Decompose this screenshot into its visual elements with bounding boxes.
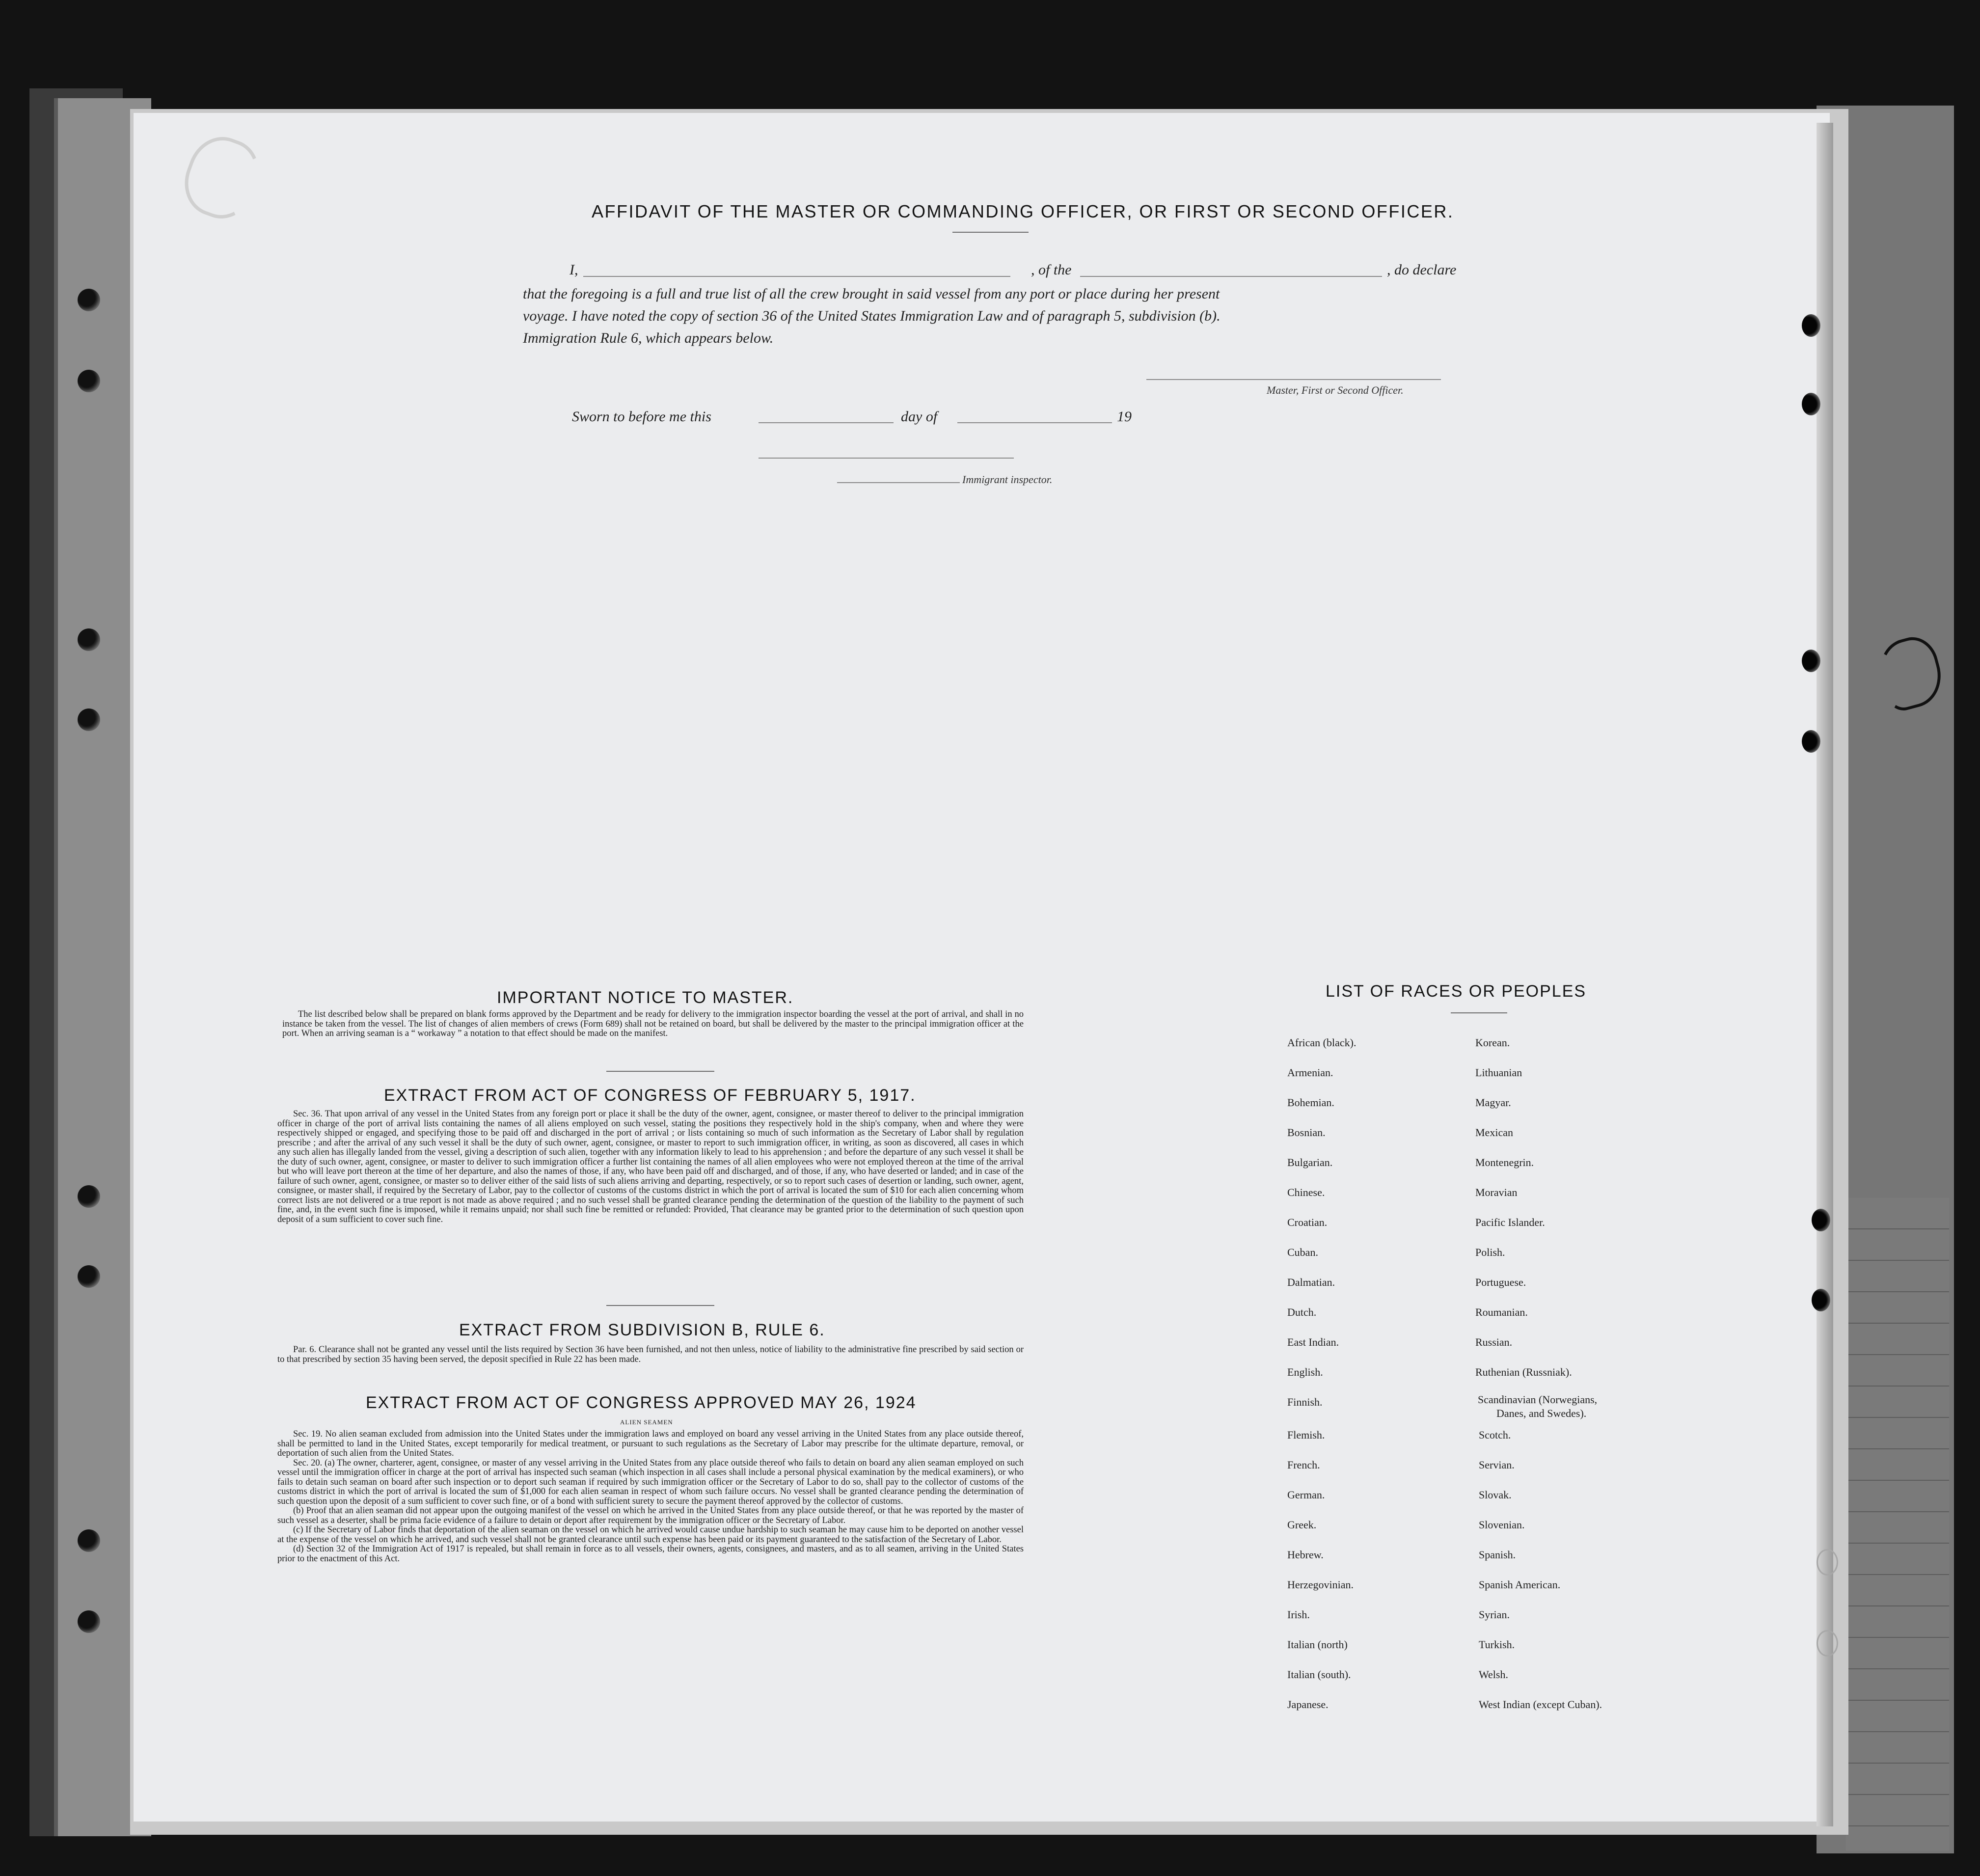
- sec19-paragraph: Sec. 19. No alien seaman excluded from admission into the United States under the immigration laws and employed on board any vessel arriving in the United States from any place outside thereof, shall be permitted to land in the United States, except temporarily for medical treatment, or pursuant to such regulations as the Secretary of Labor may prescribe for the ultimate departure, removal, or deportation of such alien from the United States.: [277, 1429, 1024, 1458]
- race-item-continuation: Danes, and Swedes).: [1496, 1407, 1587, 1419]
- race-item: Herzegovinian.: [1287, 1578, 1354, 1591]
- race-item: Korean.: [1475, 1036, 1510, 1049]
- binder-hole: [78, 1610, 100, 1633]
- sec20d-paragraph: (d) Section 32 of the Immigration Act of 1917 is repealed, but shall remain in force as to all vessels, their owners, agents, consignees, and masters, and as to all seamen, arriving in the United States prior to the enactment of this Act.: [277, 1544, 1024, 1564]
- alien-seamen-subtitle: ALIEN SEAMEN: [620, 1418, 673, 1426]
- sec20b-paragraph: (b) Proof that an alien seaman did not appear upon the outgoing manifest of the vessel on which he arrived in the United States from any place outside thereof, or that he was reported by the master of such vessel as a deserter, shall be prima facie evidence of a failure to detain or deport after requirement by the immigration officer or the Secretary of Labor.: [277, 1506, 1024, 1525]
- sworn-month-blank[interactable]: [957, 422, 1112, 423]
- race-item: Montenegrin.: [1475, 1156, 1534, 1169]
- extract-1924-title: EXTRACT FROM ACT OF CONGRESS APPROVED MAY 26, 1924: [366, 1393, 917, 1412]
- race-item: Chinese.: [1287, 1186, 1325, 1198]
- binder-hole: [1812, 1209, 1830, 1231]
- name-blank[interactable]: [583, 276, 1010, 277]
- race-item: Dutch.: [1287, 1306, 1317, 1318]
- race-item: Portuguese.: [1475, 1276, 1526, 1288]
- race-item: West Indian (except Cuban).: [1479, 1698, 1602, 1711]
- extract-rule6-title: EXTRACT FROM SUBDIVISION B, RULE 6.: [459, 1321, 825, 1339]
- extract-rule6-paragraph: Par. 6. Clearance shall not be granted any vessel until the lists required by Section 36 have been furnished, and not then unless, notice of liability to the administrative fine prescribed by said section or to that prescribed by section 35 having been served, the deposit specified in Rule 22 has been made.: [277, 1345, 1024, 1364]
- inspector-label: Immigrant inspector.: [962, 473, 1053, 486]
- race-item: Ruthenian (Russniak).: [1475, 1366, 1572, 1378]
- sworn-date-blank[interactable]: [759, 422, 894, 423]
- binder-hole: [78, 628, 100, 651]
- binder-hole: [78, 1185, 100, 1208]
- race-item: Cuban.: [1287, 1246, 1318, 1258]
- race-item: Polish.: [1475, 1246, 1505, 1258]
- race-item: Italian (north): [1287, 1638, 1348, 1651]
- race-item: Irish.: [1287, 1608, 1310, 1621]
- race-item: Servian.: [1479, 1459, 1515, 1471]
- race-item: Flemish.: [1287, 1429, 1325, 1441]
- document-page: [134, 113, 1830, 1822]
- race-item: Italian (south).: [1287, 1668, 1351, 1681]
- race-item: East Indian.: [1287, 1336, 1339, 1348]
- race-item: Russian.: [1475, 1336, 1513, 1348]
- race-item: Bulgarian.: [1287, 1156, 1333, 1169]
- binder-hole: [78, 289, 100, 311]
- race-item: Bosnian.: [1287, 1126, 1326, 1139]
- race-item: Syrian.: [1479, 1608, 1510, 1621]
- affidavit-line4: Immigration Rule 6, which appears below.: [523, 330, 774, 346]
- notice-title: IMPORTANT NOTICE TO MASTER.: [497, 988, 794, 1007]
- affidavit-line3: voyage. I have noted the copy of section 36 of the United States Immigration Law and of paragraph 5, subdivision (b).: [523, 308, 1221, 324]
- affidavit-line1-mid: , of the: [1031, 262, 1072, 278]
- race-item: Scotch.: [1479, 1429, 1511, 1441]
- binder-hole: [1802, 650, 1820, 672]
- binder-hole: [1802, 314, 1820, 337]
- binder-hole: [78, 708, 100, 731]
- binder-hole: [78, 1529, 100, 1552]
- binder-hole-faint: [1817, 1630, 1838, 1657]
- sworn-text: Sworn to before me this: [572, 408, 711, 425]
- race-item: Armenian.: [1287, 1066, 1333, 1079]
- section-rule: [606, 1305, 714, 1306]
- race-item: Slovak.: [1479, 1489, 1512, 1501]
- race-item: Pacific Islander.: [1475, 1216, 1545, 1228]
- binder-hole: [78, 1265, 100, 1288]
- binder-hole: [1812, 1289, 1830, 1311]
- extract-1917-body: [277, 1110, 1024, 1224]
- sworn-day-text: day of: [901, 408, 938, 425]
- races-title: LIST OF RACES OR PEOPLES: [1326, 982, 1587, 1001]
- race-item: Bohemian.: [1287, 1096, 1334, 1109]
- sec20a-paragraph: Sec. 20. (a) The owner, charterer, agent, consignee, or master of any vessel arriving in the United States from any place outside thereof who fails to detain on board any alien seaman employed on such vessel until the immigration officer in charge at the port of arrival has inspected such seaman (which inspection in all cases shall include a personal physical examination by the medical examiners), or who fails to detain such seaman on board after such inspection or to deport such seaman if required by such immigration officer or the Secretary of Labor to do so, shall pay to the collector of customs of the customs district in which the port of arrival is located the sum of $1,000 for each alien seaman in respect of whom such failure occurs. No vessel shall be granted clearance pending the determination of such question upon the deposit of a sum sufficient to cover such fine, or of a bond with sufficient surety to secure the payment thereof approved by the collector of customs.: [277, 1458, 1024, 1506]
- inspector-signature-blank[interactable]: [837, 482, 960, 483]
- races-title-rule: [1451, 1012, 1507, 1013]
- sec20c-paragraph: (c) If the Secretary of Labor finds that deportation of the alien seaman on the vessel on which he arrived would cause undue hardship to such seaman he may cause him to be deported on another vessel at the expense of the vessel on which he arrived, and such vessel shall not be granted clearance until such expense has been paid or its payment guaranteed to the satisfaction of the Secretary of Labor.: [277, 1525, 1024, 1545]
- race-item: Japanese.: [1287, 1698, 1329, 1711]
- race-item: Croatian.: [1287, 1216, 1328, 1228]
- notice-paragraph: The list described below shall be prepared on blank forms approved by the Department and be ready for delivery to the immigration inspector boarding the vessel at the port of arrival, and shall in no instance be taken from the vessel. The list of changes of alien members of crews (Form 689) shall not be retained on board, but shall be delivered by the master to the principal immigration officer at the port. When an arriving seaman is a “ workaway ” a notation to that effect should be made on the manifest.: [282, 1009, 1024, 1038]
- extract-1917-paragraph: Sec. 36. That upon arrival of any vessel in the United States from any foreign port or place it shall be the duty of the owner, agent, consignee, or master thereof to deliver to the principal immigration officer in charge of the port of arrival lists containing the names of all aliens employed on such vessel, stating the positions they respectively hold in the ship's company, when and where they were respectively shipped or engaged, and specifying those to be paid off and discharged in the port of arrival ; or lists containing so much of such information as the Secretary of Labor shall by regulation prescribe ; and after the arrival of any such vessel it shall be the duty of such owner, agent, consignee, or master to report to such immigration officer, in writing, as soon as discovered, all cases in which any such alien has illegally landed from the vessel, giving a description of such alien, together with any information likely to lead to his apprehension ; and before the departure of any such vessel it shall be the duty of such owner, agent, consignee, or master to deliver to such immigration officer a further list containing the names of all alien employees who were not employed thereon at the time of the arrival but who will leave port thereon at the time of her departure, and also the names of those, if any, who have been paid off and discharged, and of those, if any, who have deserted or landed; and in case of the failure of such owner, agent, consignee, or master so to deliver either of the said lists of such aliens arriving and departing, respectively, or so to report such cases of desertion or landing, such owner, agent, consignee, or master shall, if required by the Secretary of Labor, pay to the collector of customs of the customs district in which the port of arrival is located the sum of $10 for each alien concerning whom correct lists are not delivered or a true report is not made as above required ; and no such vessel shall be granted clearance pending the determination of the question of the liability to the payment of such fine, and, in the event such fine is imposed, while it remains unpaid; nor shall such fine be remitted or refunded: Provided, That clearance may be granted prior to the determination of such question upon deposit of a sum sufficient to cover such fine.: [277, 1109, 1024, 1224]
- vessel-blank[interactable]: [1080, 276, 1382, 277]
- race-item: Mexican: [1475, 1126, 1513, 1139]
- race-item: Lithuanian: [1475, 1066, 1522, 1079]
- affidavit-line2: that the foregoing is a full and true list of all the crew brought in said vessel from any port or place during her present: [523, 286, 1220, 302]
- inspector-signature-blank-upper[interactable]: [759, 458, 1014, 459]
- extract-1924-body: [277, 1430, 1024, 1564]
- extract-1917-title: EXTRACT FROM ACT OF CONGRESS OF FEBRUARY 5, 1917.: [384, 1086, 916, 1105]
- race-item: Welsh.: [1479, 1668, 1508, 1681]
- binder-hole: [1802, 393, 1820, 415]
- race-item: French.: [1287, 1459, 1320, 1471]
- section-rule: [606, 1071, 714, 1072]
- race-item: Magyar.: [1475, 1096, 1511, 1109]
- race-item: Spanish American.: [1479, 1578, 1561, 1591]
- master-signature-blank[interactable]: [1146, 379, 1441, 380]
- sworn-year-text: 19: [1117, 408, 1132, 425]
- race-item: African (black).: [1287, 1036, 1356, 1049]
- master-signature-label: Master, First or Second Officer.: [1267, 384, 1404, 396]
- binder-hole: [78, 370, 100, 392]
- affidavit-title: AFFIDAVIT OF THE MASTER OR COMMANDING OFFICER, OR FIRST OR SECOND OFFICER.: [592, 201, 1454, 221]
- race-item: Dalmatian.: [1287, 1276, 1335, 1288]
- race-item: Roumanian.: [1475, 1306, 1528, 1318]
- race-item: Turkish.: [1479, 1638, 1515, 1651]
- race-item: Moravian: [1475, 1186, 1518, 1198]
- binder-hole-faint: [1817, 1549, 1838, 1576]
- race-item: Scandinavian (Norwegians,: [1478, 1393, 1598, 1406]
- race-item: English.: [1287, 1366, 1323, 1378]
- underlying-ruled-page: [1846, 1198, 1949, 1851]
- race-item: Slovenian.: [1479, 1519, 1525, 1531]
- title-rule: [952, 232, 1029, 233]
- race-item: German.: [1287, 1489, 1325, 1501]
- race-item: Spanish.: [1479, 1549, 1516, 1561]
- affidavit-line1-start: I,: [570, 262, 578, 278]
- race-item: Finnish.: [1287, 1396, 1323, 1408]
- race-item: Hebrew.: [1287, 1549, 1324, 1561]
- binder-hole: [1802, 730, 1820, 753]
- affidavit-line1-end: , do declare: [1387, 262, 1457, 278]
- extract-rule6-body: [277, 1345, 1024, 1364]
- notice-body: [282, 1010, 1024, 1039]
- race-item: Greek.: [1287, 1519, 1317, 1531]
